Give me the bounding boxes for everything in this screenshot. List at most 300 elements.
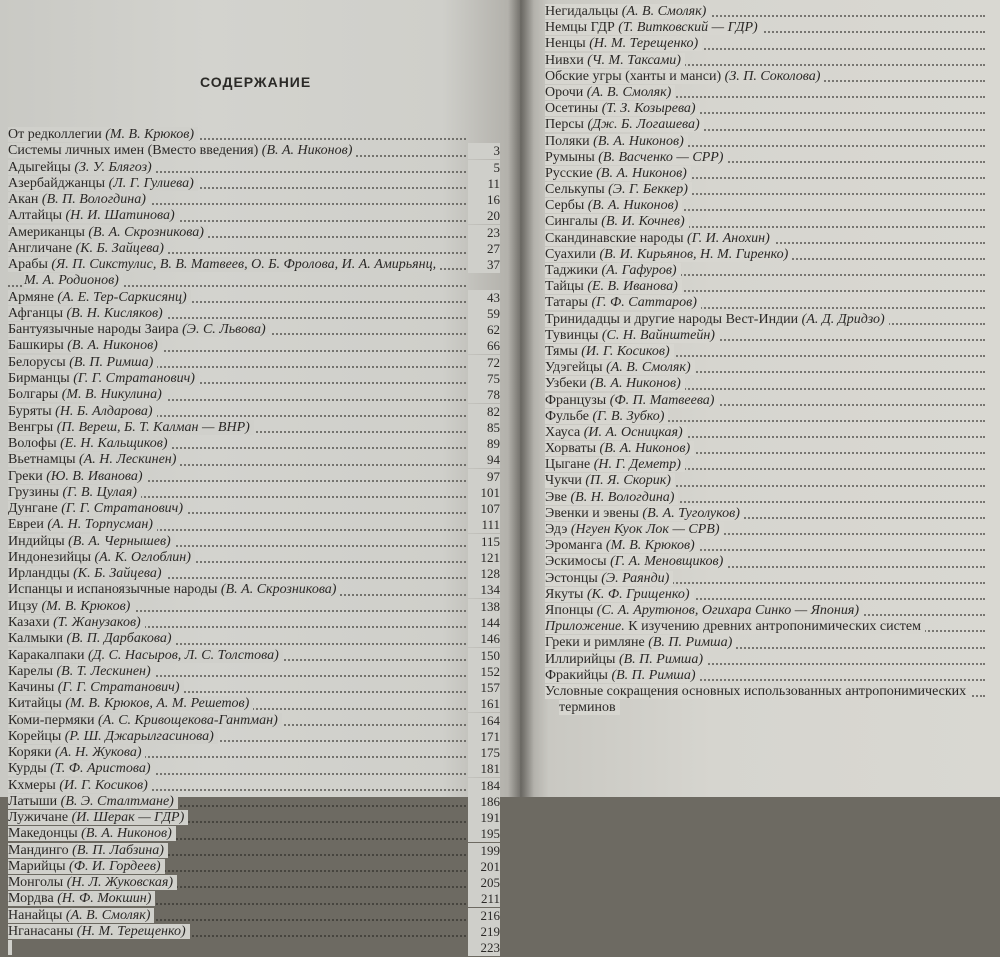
toc-entry-title: Сингалы <box>545 214 602 230</box>
toc-entry-author: (П. Я. Скорик) <box>585 473 671 489</box>
toc-entry-text <box>8 745 145 760</box>
toc-entry-author: (Ю. В. Иванова) <box>46 468 143 484</box>
toc-entry-text <box>8 761 155 776</box>
toc-entry-author: (И. Г. Косиков) <box>581 343 670 359</box>
toc-page-number: 205 <box>468 875 500 891</box>
toc-entry-author: (Ч. М. Таксами) <box>587 52 681 68</box>
toc-entry <box>8 420 500 436</box>
toc-entry-text <box>545 36 702 51</box>
toc-page-number: 62 <box>468 322 500 338</box>
toc-page-number: 11 <box>468 176 500 192</box>
toc-entry-text <box>8 436 172 451</box>
toc-entry-title: Марийцы <box>8 858 70 874</box>
toc-entry-text <box>8 843 168 858</box>
toc-entry <box>545 587 985 603</box>
toc-entry-text <box>545 425 687 440</box>
toc-entry-text <box>545 295 701 310</box>
toc-entry-text <box>8 648 283 663</box>
toc-entry <box>545 263 985 279</box>
toc-entry-text <box>8 469 147 484</box>
toc-entry <box>8 404 500 420</box>
toc-entry-title: Ирландцы <box>8 566 74 582</box>
toc-entry-title: Карелы <box>8 663 57 679</box>
toc-entry-title: Дунгане <box>8 501 62 517</box>
toc-entry-author: Приложение. <box>545 619 625 635</box>
toc-entry-title: Фракийцы <box>545 667 612 683</box>
toc-entry-title: Китайцы <box>8 696 66 712</box>
toc-entry-author: (В. Н. Кисляков) <box>66 305 163 321</box>
toc-entry-text <box>8 550 195 565</box>
toc-entry-author: (М. В. Крюков) <box>605 538 695 554</box>
toc-entry <box>8 143 500 159</box>
toc-entry-text <box>545 506 744 521</box>
toc-entry-title: Системы личных имен (Вместо введения) <box>8 143 262 159</box>
toc-entry-author: (Е. Н. Кальщиков) <box>60 436 168 452</box>
toc-entry-author: (Г. И. Анохин) <box>687 230 770 246</box>
toc-page-number: 66 <box>468 338 500 354</box>
toc-entry <box>545 360 985 376</box>
toc-entry-title: Акан <box>8 192 42 208</box>
toc-entry <box>8 778 500 794</box>
toc-entry-author: М. А. Родионов) <box>24 273 119 289</box>
toc-entry <box>545 538 985 554</box>
toc-page-number: 5 <box>468 160 500 176</box>
toc-entry-author: (М. В. Крюков, А. М. Решетов) <box>65 696 250 712</box>
toc-entry-title: Скандинавские народы <box>545 230 688 246</box>
toc-entry <box>8 843 500 859</box>
toc-entry-author: (М. В. Крюков) <box>105 127 195 142</box>
toc-entry-text <box>545 166 691 181</box>
toc-page-number: 43 <box>468 290 500 306</box>
toc-page-number: 216 <box>468 908 500 924</box>
book-gutter <box>508 0 534 797</box>
toc-page-number: 94 <box>468 452 500 468</box>
toc-entry <box>8 306 500 322</box>
toc-entry-title: Ненцы <box>545 36 590 52</box>
toc-entry-author: (В. И. Кирьянов, Н. М. Гиренко) <box>599 246 789 262</box>
toc-entry-text <box>545 69 824 84</box>
toc-entry <box>8 501 500 517</box>
toc-entry-title: Адыгейцы <box>8 159 75 175</box>
toc-entry-text <box>545 554 727 569</box>
toc-entry-author: (Е. В. Иванова) <box>587 279 678 295</box>
toc-entry-text <box>8 631 175 646</box>
toc-entry-text <box>8 615 145 630</box>
toc-entry-author: (В. Васченко — СРР) <box>598 149 724 165</box>
toc-entry-title: Удэгейцы <box>545 360 607 376</box>
toc-entry-author: (М. В. Крюков) <box>41 598 131 614</box>
toc-page-number: 195 <box>468 826 500 842</box>
toc-page-number: 186 <box>468 794 500 810</box>
toc-entry-author: (В. П. Римша) <box>648 635 733 651</box>
toc-entry-text <box>8 322 270 337</box>
left-toc-list <box>8 127 500 957</box>
toc-page-number: 37 <box>468 257 500 273</box>
toc-entry <box>545 425 985 441</box>
toc-entry-text <box>8 160 156 175</box>
toc-entry-author: (Л. Г. Гулиева) <box>108 175 194 191</box>
toc-entry-author: (М. В. Никулина) <box>61 387 162 403</box>
toc-entry-author: (Ф. П. Матвеева) <box>609 392 715 408</box>
toc-entry-title: Греки и римляне <box>545 635 649 651</box>
right-toc-list <box>545 4 985 716</box>
toc-entry <box>8 550 500 566</box>
right-page <box>520 0 1000 797</box>
toc-page-number: 138 <box>468 599 500 615</box>
toc-entry-author: (Нгуен Куок Лок — СРВ) <box>570 522 720 537</box>
toc-entry-author: (А. Гафуров) <box>601 263 677 278</box>
toc-entry-title: Алтайцы <box>8 208 66 224</box>
toc-entry-author: (В. А. Никонов) <box>596 165 687 181</box>
toc-entry-author: (В. А. Никонов) <box>587 198 679 214</box>
toc-entry <box>545 4 985 20</box>
toc-entry-author: (Г. Г. Стратанович) <box>73 370 195 386</box>
toc-entry-title: Хауса <box>545 424 584 440</box>
toc-entry-text <box>545 376 685 391</box>
toc-entry-author: (А. Е. Тер-Саркисянц) <box>57 289 187 305</box>
toc-entry-title: Нганасаны <box>8 924 77 940</box>
toc-page-number: 134 <box>468 582 500 598</box>
toc-page-number: 211 <box>468 891 500 907</box>
toc-entry-text <box>8 582 340 597</box>
toc-entry <box>8 387 500 403</box>
toc-entry-title: Иллирийцы <box>545 651 619 667</box>
toc-entry-author: (Ф. И. Гордеев) <box>69 858 161 874</box>
toc-entry-text <box>545 587 694 602</box>
toc-entry-author: (И. Шерак — ГДР) <box>71 810 185 826</box>
toc-entry <box>545 295 985 311</box>
toc-entry-text <box>559 700 620 715</box>
toc-page-number: 107 <box>468 501 500 517</box>
toc-entry-author: (В. П. Римша) <box>618 651 704 667</box>
toc-entry <box>8 940 500 956</box>
toc-entry <box>545 522 985 538</box>
toc-entry-author: (Н. И. Шатинова) <box>65 208 175 224</box>
toc-page-number: 146 <box>468 631 500 647</box>
toc-page-number: 144 <box>468 615 500 631</box>
toc-entry-author: (В. А. Никонов) <box>599 441 691 457</box>
toc-page-number: 223 <box>468 940 500 956</box>
toc-entry-title: Курды <box>8 761 51 777</box>
toc-entry-author: (В. А. Чернышев) <box>68 533 171 549</box>
toc-page-number: 184 <box>468 778 500 794</box>
toc-entry-author: (Н. М. Терещенко) <box>76 924 186 940</box>
toc-entry <box>8 826 500 842</box>
toc-entry <box>545 700 985 716</box>
toc-entry-title: Индийцы <box>8 533 69 549</box>
toc-entry <box>545 328 985 344</box>
toc-entry-title: Венгры <box>8 419 57 435</box>
toc-entry-author: (А. К. Оглоблин) <box>94 549 191 565</box>
toc-entry-author: (Д. С. Насыров, Л. С. Толстова) <box>88 647 279 663</box>
toc-entry-text <box>8 891 155 906</box>
toc-entry-author: (Я. П. Сикстулис, В. В. Матвеев, О. Б. Фролова, И. А. Амирьянц, <box>51 257 437 273</box>
toc-entry-text <box>545 134 688 149</box>
toc-entry-text <box>8 534 175 549</box>
toc-page-number: 23 <box>468 225 500 241</box>
toc-entry-text <box>545 571 673 586</box>
toc-entry-text <box>8 664 155 679</box>
toc-entry-text <box>545 393 718 408</box>
toc-entry <box>8 648 500 664</box>
toc-entry-text <box>8 485 141 500</box>
toc-entry-text <box>8 290 191 305</box>
toc-entry-author: (А. В. Смоляк) <box>621 4 707 19</box>
toc-entry-text <box>545 603 863 618</box>
toc-entry-author: (Т. Ф. Аристова) <box>50 761 151 777</box>
toc-entry-text <box>8 127 198 142</box>
toc-entry-text <box>545 53 685 68</box>
toc-entry-title: Испанцы и испаноязычные народы <box>8 582 221 598</box>
toc-entry-title: Македонцы <box>8 826 82 842</box>
toc-entry-text <box>8 908 154 923</box>
toc-entry-text <box>545 150 727 165</box>
toc-entry-author: (К. Б. Зайцева) <box>75 240 164 256</box>
toc-entry-text <box>8 192 150 207</box>
toc-entry <box>545 150 985 166</box>
toc-entry-title: Калмыки <box>8 631 67 647</box>
toc-entry-text <box>545 619 925 634</box>
toc-page-number: 181 <box>468 761 500 777</box>
toc-entry <box>545 473 985 489</box>
toc-entry <box>8 713 500 729</box>
toc-page-number: 20 <box>468 208 500 224</box>
toc-entry-title: Нанайцы <box>8 907 66 923</box>
toc-entry <box>8 631 500 647</box>
toc-entry <box>545 134 985 150</box>
toc-entry <box>545 166 985 182</box>
toc-entry-text <box>8 517 157 532</box>
toc-entry-text <box>545 247 792 262</box>
toc-entry-title: Эроманга <box>545 538 606 554</box>
toc-entry-text <box>545 231 774 246</box>
toc-entry-author: (Г. В. Цулая) <box>62 484 137 500</box>
toc-entry-text <box>8 306 167 321</box>
toc-entry-text <box>545 20 762 35</box>
toc-entry <box>8 761 500 777</box>
toc-entry-text <box>545 328 719 343</box>
toc-entry-author: (А. Д. Дридзо) <box>801 311 885 327</box>
toc-entry <box>545 571 985 587</box>
toc-entry-text <box>8 241 168 256</box>
toc-entry-author: (Э. Г. Беккер) <box>608 182 688 198</box>
toc-entry-text <box>545 85 675 100</box>
toc-entry-title: Коряки <box>8 745 55 761</box>
toc-entry-title: Персы <box>545 117 588 133</box>
toc-entry-text <box>8 371 199 386</box>
toc-entry-title: Румыны <box>545 149 599 165</box>
toc-entry-text <box>545 263 681 278</box>
toc-entry-title: Суахили <box>545 246 600 262</box>
toc-entry-title: Эвенки и эвены <box>545 505 643 521</box>
toc-entry-author: (В. Т. Лескинен) <box>56 663 151 679</box>
toc-entry-text <box>545 409 668 424</box>
toc-entry <box>8 891 500 907</box>
toc-entry-text <box>545 668 700 683</box>
toc-entry-title: Вьетнамцы <box>8 452 80 468</box>
toc-entry <box>545 117 985 133</box>
toc-entry <box>8 192 500 208</box>
toc-entry-text <box>545 101 700 116</box>
toc-entry <box>8 729 500 745</box>
toc-entry-author: (З. У. Блягоз) <box>74 159 152 175</box>
toc-entry <box>8 208 500 224</box>
toc-entry-title: Тямы <box>545 343 582 359</box>
toc-entry-text <box>545 117 704 132</box>
toc-entry <box>8 664 500 680</box>
toc-entry <box>8 615 500 631</box>
toc-entry-author: (Г. Г. Стратанович) <box>61 501 183 517</box>
toc-entry <box>8 582 500 598</box>
toc-page-number: 150 <box>468 648 500 664</box>
toc-entry <box>8 924 500 940</box>
toc-entry <box>545 182 985 198</box>
toc-entry-title: Фульбе <box>545 408 593 424</box>
toc-entry-text <box>545 473 675 488</box>
toc-entry-title: Эве <box>545 489 571 505</box>
toc-entry <box>545 69 985 85</box>
toc-entry-title: Бирманцы <box>8 370 74 386</box>
toc-entry <box>545 652 985 668</box>
toc-entry-title: Бантуязычные народы Заира <box>8 322 183 338</box>
toc-entry-title: Тувинцы <box>545 327 602 343</box>
toc-entry <box>545 457 985 473</box>
toc-entry-title: Эскимосы <box>545 554 611 570</box>
toc-entry <box>545 684 985 700</box>
toc-entry-title: Казахи <box>8 614 54 630</box>
toc-entry <box>545 279 985 295</box>
toc-entry <box>545 441 985 457</box>
toc-page-number: 121 <box>468 550 500 566</box>
toc-entry-author: (А. В. Смоляк) <box>606 360 691 376</box>
toc-page-number: 89 <box>468 436 500 452</box>
toc-entry-text <box>545 635 736 650</box>
toc-entry <box>8 485 500 501</box>
toc-entry <box>8 794 500 810</box>
toc-entry-text <box>8 599 134 614</box>
toc-entry-text <box>8 778 152 793</box>
toc-entry-author: (К. Б. Зайцева) <box>73 566 162 582</box>
toc-entry <box>545 619 985 635</box>
toc-entry-text <box>8 566 166 581</box>
toc-page-number: 157 <box>468 680 500 696</box>
toc-entry-text <box>8 729 218 744</box>
toc-entry-title: Башкиры <box>8 338 68 354</box>
toc-entry-author: (А. Н. Торпусман) <box>47 517 153 533</box>
toc-entry-text <box>545 538 699 553</box>
toc-entry-author: (В. А. Никонов) <box>67 338 158 354</box>
toc-entry-author: (Т. Жанузаков) <box>53 614 141 630</box>
toc-entry-author: (В. А. Никонов) <box>590 376 681 392</box>
toc-page-number: 72 <box>468 355 500 371</box>
toc-page-number: 161 <box>468 696 500 712</box>
toc-entry-author: (В. А. Никонов) <box>593 133 684 149</box>
toc-entry-subtitle: К изучению древних антропонимических систем <box>624 619 921 635</box>
toc-entry <box>545 376 985 392</box>
toc-entry-title: Тринидадцы и другие народы Вест-Индии <box>545 311 802 327</box>
toc-entry-text <box>8 924 190 939</box>
toc-page-number: 201 <box>468 859 500 875</box>
toc-page-number: 101 <box>468 485 500 501</box>
toc-entry-text <box>545 279 682 294</box>
toc-entry-text <box>8 501 187 516</box>
toc-entry-title: Арабы <box>8 257 52 273</box>
toc-entry <box>545 247 985 263</box>
toc-page-number: 82 <box>468 404 500 420</box>
toc-entry-title: Ицзу <box>8 598 42 614</box>
toc-entry <box>545 393 985 409</box>
toc-entry <box>8 257 500 273</box>
toc-entry-author: (Н. Г. Деметр) <box>593 457 681 473</box>
toc-entry-text <box>545 360 695 375</box>
toc-entry-title: Тайцы <box>545 279 588 295</box>
toc-entry-author: (В. А. Никонов) <box>261 143 353 159</box>
toc-entry-author: (В. И. Кочнев) <box>601 214 685 230</box>
toc-entry-title: Осетины <box>545 101 602 117</box>
toc-entry-title: Сербы <box>545 198 588 214</box>
toc-entry-author: (З. П. Соколова) <box>724 68 821 84</box>
toc-entry-author: (В. А. Туголуков) <box>642 505 740 521</box>
toc-entry <box>545 214 985 230</box>
toc-entry-title: Японцы <box>545 602 597 618</box>
toc-entry-title: Мандинго <box>8 842 73 858</box>
toc-entry <box>8 452 500 468</box>
toc-entry <box>545 312 985 328</box>
toc-page-number: 75 <box>468 371 500 387</box>
toc-entry-title: Лужичане <box>8 810 72 826</box>
toc-page-number: 97 <box>468 469 500 485</box>
toc-entry-author: (В. П. Вологдина) <box>41 192 146 208</box>
toc-entry-author: (С. А. Арутюнов, Огихара Синко — Япония) <box>596 602 860 618</box>
toc-page-number: 59 <box>468 306 500 322</box>
toc-entry <box>8 517 500 533</box>
toc-entry-text <box>8 713 282 728</box>
toc-entry-author: (С. Н. Вайнштейн) <box>601 327 715 343</box>
toc-entry-author: (Г. Г. Стратанович) <box>57 680 180 696</box>
toc-entry <box>545 554 985 570</box>
toc-entry-author: (В. А. Скрозникова) <box>88 224 204 240</box>
toc-entry-author: (А. Н. Жукова) <box>54 745 142 761</box>
toc-entry-title: Корейцы <box>8 728 65 744</box>
toc-entry-title: Поляки <box>545 133 594 149</box>
toc-entry-text <box>8 859 165 874</box>
toc-entry-title: Татары <box>545 295 592 311</box>
toc-entry-text <box>8 810 188 825</box>
toc-entry-title: Хорваты <box>545 441 600 457</box>
toc-entry <box>8 127 500 143</box>
toc-entry-author: (Г. А. Меновщиков) <box>610 554 724 570</box>
toc-entry-author: (В. Н. Вологдина) <box>570 489 675 505</box>
toc-entry-title: Орочи <box>545 84 587 100</box>
toc-entry-text <box>545 457 685 472</box>
toc-entry <box>545 506 985 522</box>
toc-entry-title: Коми-пермяки <box>8 712 98 728</box>
toc-entry-title: Русские <box>545 165 597 181</box>
toc-entry-text <box>545 198 682 213</box>
toc-entry-text <box>8 794 178 809</box>
toc-entry-title: Кхмеры <box>8 777 60 793</box>
toc-entry-text <box>8 176 198 191</box>
toc-page-number: 27 <box>468 241 500 257</box>
toc-page-number: 128 <box>468 566 500 582</box>
toc-entry-title: Американцы <box>8 224 89 240</box>
toc-entry-title: Азербайджанцы <box>8 175 109 191</box>
toc-entry-title: От редколлегии <box>8 127 106 142</box>
toc-entry-title: Обские угры (ханты и манси) <box>545 68 725 84</box>
toc-page-number: 78 <box>468 387 500 403</box>
toc-entry <box>8 355 500 371</box>
toc-entry <box>8 371 500 387</box>
